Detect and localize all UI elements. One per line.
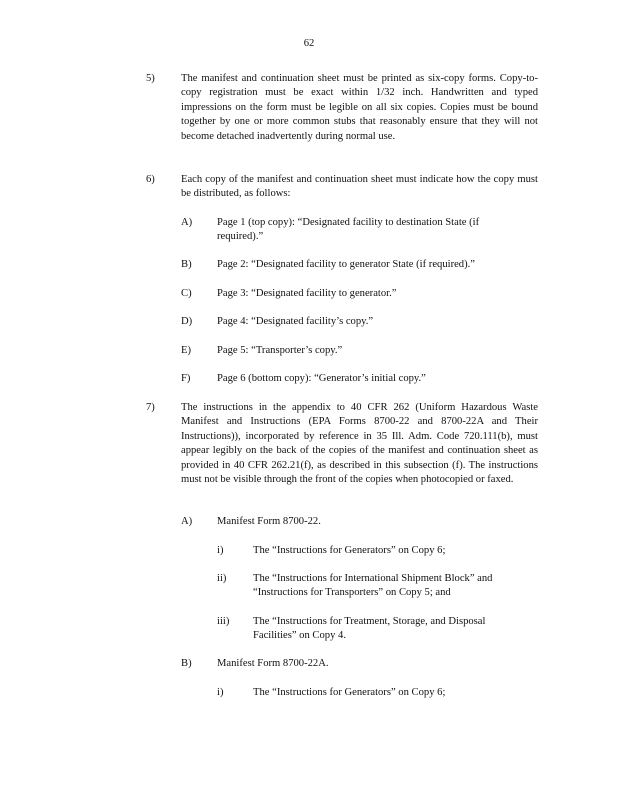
sub-item-text: Page 3: “Designated facility to generator.”	[217, 288, 397, 299]
sub-item-text: Page 5: “Transporter’s copy.”	[217, 345, 343, 356]
sub-item-number: C)	[181, 288, 192, 299]
sub-sub-item-number: i)	[217, 687, 224, 698]
page-number: 62	[303, 38, 315, 49]
sub-item-text: Page 1 (top copy): “Designated facility to destination State (if required).”	[217, 217, 480, 243]
sub-item-number: B)	[181, 259, 192, 270]
sub-item-text: Page 4: “Designated facility’s copy.”	[217, 316, 374, 327]
sub-sub-item-text: The “Instructions for Treatment, Storage, and Disposal Facilities” on Copy 4.	[253, 616, 486, 642]
sub-item-number: A)	[181, 217, 193, 228]
item-number: 5)	[146, 73, 155, 84]
item-number: 6)	[146, 174, 155, 185]
sub-sub-item-number: iii)	[217, 616, 230, 627]
sub-sub-item-text: The “Instructions for International Shipment Block” and “Instructions for Transporters” on Copy 5; and	[253, 573, 493, 599]
sub-item-number: D)	[181, 316, 193, 327]
item-text: Each copy of the manifest and continuation sheet must indicate how the copy must be distributed, as follows:	[181, 174, 538, 200]
item-text: The manifest and continuation sheet must be printed as six-copy forms. Copy-to-copy registration must be exact within 1/32 inch. Handwritten and typed impressions on the form must be legible on all six copies. Copies must be bound together by one or more common stubs that reasonably ensure that they will not become detached inadvertently during normal use.	[181, 73, 538, 142]
item-text: The instructions in the appendix to 40 CFR 262 (Uniform Hazardous Waste Manifest and Instructions (EPA Forms 8700-22 and 8700-22A and Their Instructions)), incorporated by reference in 35 Ill. Adm. Code 720.111(b), must appear legibly on the back of the copies of the manifest and continuation sheet as provided in 40 CFR 262.21(f), as described in this subsection (f). The instructions must not be visible through the front of the copies when photocopied or faxed.	[181, 402, 538, 486]
sub-item-number: B)	[181, 658, 192, 669]
sub-item-number: E)	[181, 345, 191, 356]
sub-sub-item-number: ii)	[217, 573, 227, 584]
item-number: 7)	[146, 402, 155, 413]
sub-sub-item-text: The “Instructions for Generators” on Copy 6;	[253, 545, 446, 556]
sub-sub-item-number: i)	[217, 545, 224, 556]
sub-item-text: Page 6 (bottom copy): “Generator’s initial copy.”	[217, 373, 426, 384]
sub-item-text: Page 2: “Designated facility to generator State (if required).”	[217, 259, 475, 270]
sub-item-number: F)	[181, 373, 191, 384]
sub-item-text: Manifest Form 8700-22.	[217, 516, 321, 527]
sub-item-number: A)	[181, 516, 193, 527]
sub-item-text: Manifest Form 8700-22A.	[217, 658, 329, 669]
sub-sub-item-text: The “Instructions for Generators” on Copy 6;	[253, 687, 446, 698]
